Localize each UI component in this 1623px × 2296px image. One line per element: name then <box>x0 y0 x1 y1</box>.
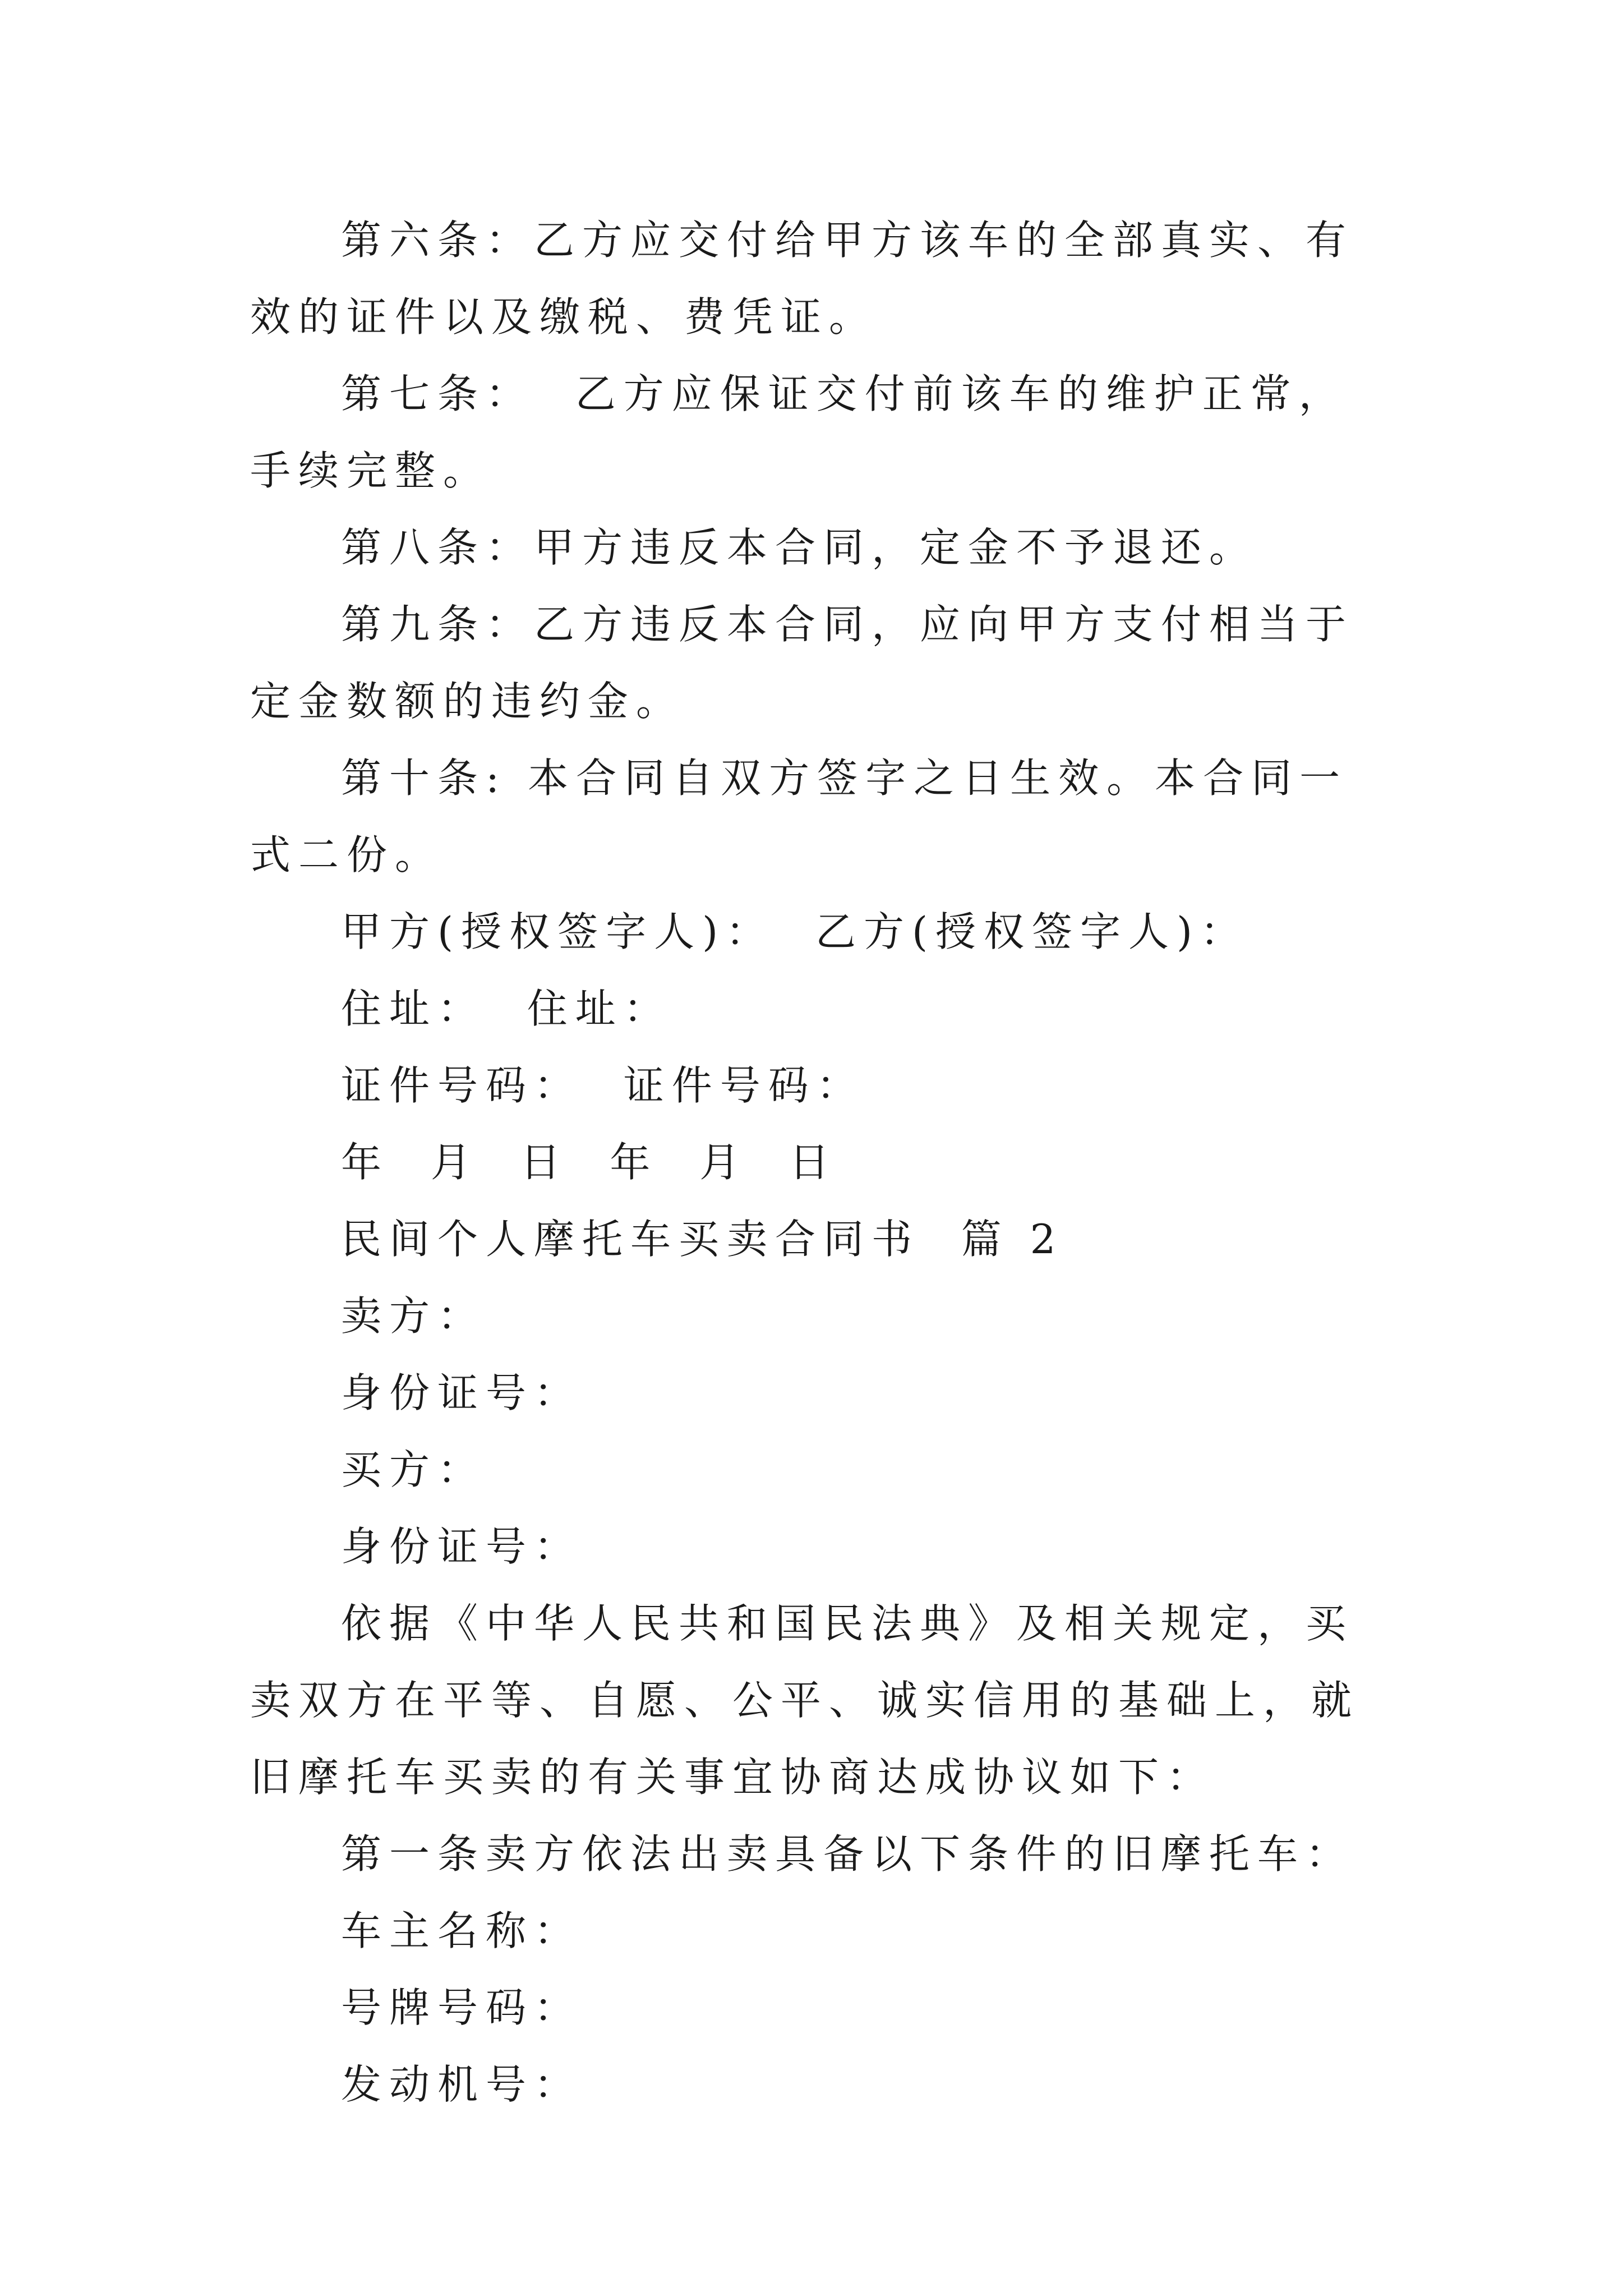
preamble-paragraph: 依据《中华人民共和国民法典》及相关规定，买卖双方在平等、自愿、公平、诚实信用的基础上，就旧摩托车买卖的有关事宜协商达成协议如下： <box>250 1600 1360 1801</box>
seller-id-line: 身份证号： <box>341 1369 583 1416</box>
buyer-id-line: 身份证号： <box>341 1523 583 1570</box>
address-line: 住址： 住址： <box>341 985 672 1032</box>
buyer-line: 买方： <box>341 1446 486 1493</box>
id-number-line: 证件号码： 证件号码： <box>341 1062 865 1109</box>
paragraph-article-10: 第十条: 本合同自双方签字之日生效。本合同一式二份。 <box>250 754 1348 878</box>
date-line: 年 月 日 年 月 日 <box>341 1139 837 1186</box>
paragraph-article-7: 第七条： 乙方应保证交付前该车的维护正常，手续完整。 <box>250 370 1347 494</box>
seller-line: 卖方： <box>341 1292 486 1340</box>
document-body <box>250 202 1394 2123</box>
signature-parties: 甲方(授权签字人)： 乙方(授权签字人)： <box>341 908 1249 955</box>
paragraph-article-6: 第六条：乙方应交付给甲方该车的全部真实、有效的证件以及缴税、费凭证。 <box>250 217 1354 341</box>
article-1: 第一条卖方依法出卖具备以下条件的旧摩托车： <box>341 1830 1354 1878</box>
paragraph-article-8: 第八条：甲方违反本合同，定金不予退还。 <box>341 524 1258 571</box>
engine-number-line: 发动机号： <box>341 2061 583 2108</box>
plate-number-line: 号牌号码： <box>341 1984 583 2031</box>
paragraph-article-9: 第九条：乙方违反本合同，应向甲方支付相当于定金数额的违约金。 <box>250 601 1354 725</box>
owner-name-line: 车主名称： <box>341 1907 583 1954</box>
section-title: 民间个人摩托车买卖合同书 篇 2 <box>341 1216 1064 1263</box>
